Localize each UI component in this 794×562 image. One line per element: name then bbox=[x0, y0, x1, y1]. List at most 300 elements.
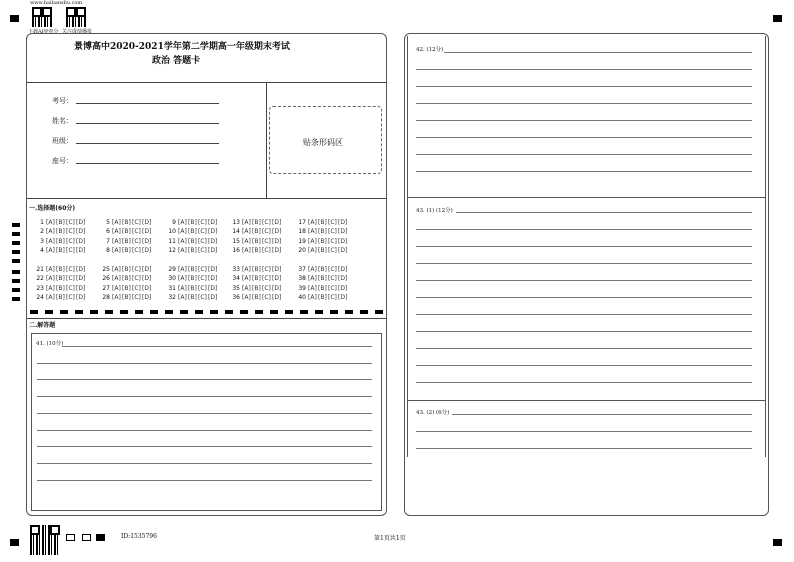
choice-bubble-18-0[interactable]: [A] bbox=[308, 228, 317, 236]
choice-question-36 bbox=[229, 294, 282, 302]
exam-subtitle: 政治 答题卡 bbox=[152, 56, 201, 66]
choice-bubble-17-0[interactable]: [A] bbox=[308, 219, 317, 226]
choice-bubble-27-3[interactable]: [D] bbox=[142, 284, 152, 292]
choice-bubble-19-3[interactable]: [D] bbox=[338, 237, 348, 245]
choice-bubble-20-3[interactable]: [D] bbox=[338, 246, 348, 254]
choice-bubble-17-1[interactable]: [B] bbox=[318, 219, 327, 226]
choice-bubble-4-3[interactable]: [D] bbox=[76, 246, 86, 254]
timing-mark-left-8 bbox=[12, 297, 20, 301]
footer-empty-box-1 bbox=[66, 534, 75, 541]
choice-question-27 bbox=[99, 285, 152, 293]
info-box-top bbox=[27, 82, 386, 83]
choice-question-4 bbox=[33, 247, 86, 255]
choice-bubble-31-3[interactable]: [D] bbox=[208, 284, 218, 292]
choice-bubble-2-2[interactable]: [C] bbox=[66, 228, 75, 236]
choice-bubble-8-1[interactable]: [B] bbox=[122, 246, 131, 254]
choice-bubble-24-0[interactable]: [A] bbox=[46, 293, 55, 301]
choice-bubble-12-0[interactable]: [A] bbox=[178, 246, 187, 254]
choice-bubble-10-3[interactable]: [D] bbox=[208, 228, 218, 236]
choice-number: 33 bbox=[232, 266, 240, 273]
choice-bubble-38-2[interactable]: [C] bbox=[328, 275, 337, 283]
choice-bubble-19-1[interactable]: [B] bbox=[318, 237, 327, 245]
choice-bubble-8-0[interactable]: [A] bbox=[112, 246, 121, 254]
q42-line-2[interactable] bbox=[416, 86, 752, 87]
q43-1-line-3[interactable] bbox=[416, 263, 752, 264]
q43-1-label: 43. (1) (12分) bbox=[416, 208, 453, 214]
registration-mark-top-right bbox=[773, 15, 782, 22]
choice-bubble-26-1[interactable]: [B] bbox=[122, 275, 131, 283]
choice-bubble-32-1[interactable]: [B] bbox=[188, 293, 197, 301]
choice-bubble-35-0[interactable]: [A] bbox=[242, 284, 251, 292]
choice-bubble-31-1[interactable]: [B] bbox=[188, 284, 197, 292]
choice-bubble-21-3[interactable]: [D] bbox=[76, 266, 86, 273]
choice-bubble-10-1[interactable]: [B] bbox=[188, 228, 197, 236]
timing-mark-left-3 bbox=[12, 250, 20, 254]
choice-bubble-23-2[interactable]: [C] bbox=[66, 284, 75, 292]
q43-1-line-10[interactable] bbox=[416, 382, 752, 383]
choice-bubble-36-3[interactable]: [D] bbox=[272, 293, 282, 301]
choice-bubble-9-1[interactable]: [B] bbox=[188, 219, 197, 226]
qr-app-caption: 下载APP查分 bbox=[28, 29, 59, 35]
choice-bubble-27-2[interactable]: [C] bbox=[132, 284, 141, 292]
choice-number: 36 bbox=[232, 293, 240, 301]
timing-mark-left-5 bbox=[12, 270, 20, 274]
choice-number: 15 bbox=[232, 237, 240, 245]
choice-bubble-40-3[interactable]: [D] bbox=[338, 293, 348, 301]
choice-number: 40 bbox=[298, 293, 306, 301]
choice-bubble-22-0[interactable]: [A] bbox=[46, 275, 55, 283]
q41-line-4[interactable] bbox=[37, 413, 372, 414]
choice-question-38 bbox=[295, 275, 348, 283]
choice-bubble-17-3[interactable]: [D] bbox=[338, 219, 348, 226]
choice-bubble-4-0[interactable]: [A] bbox=[46, 246, 55, 254]
choice-question-3 bbox=[33, 238, 86, 246]
choice-bubble-28-2[interactable]: [C] bbox=[132, 293, 141, 301]
choice-question-9 bbox=[165, 219, 218, 227]
q43-1-line-2[interactable] bbox=[416, 246, 752, 247]
choice-question-39 bbox=[295, 285, 348, 293]
choice-bubble-5-1[interactable]: [B] bbox=[122, 219, 131, 226]
q42-box bbox=[407, 36, 766, 198]
choice-bubble-29-1[interactable]: [B] bbox=[188, 266, 197, 273]
timing-mark-bottom-2 bbox=[60, 310, 68, 314]
registration-mark-top-left bbox=[10, 15, 19, 22]
choice-number: 30 bbox=[168, 275, 176, 283]
barcode-area-label: 贴条形码区 bbox=[303, 138, 343, 147]
choice-bubble-5-3[interactable]: [D] bbox=[142, 219, 152, 226]
choice-bubble-12-3[interactable]: [D] bbox=[208, 246, 218, 254]
choice-number: 17 bbox=[298, 219, 306, 226]
choice-bubble-12-1[interactable]: [B] bbox=[188, 246, 197, 254]
choice-question-19 bbox=[295, 238, 348, 246]
choice-bubble-22-2[interactable]: [C] bbox=[66, 275, 75, 283]
footer-empty-box-2 bbox=[82, 534, 91, 541]
choice-bubble-35-3[interactable]: [D] bbox=[272, 284, 282, 292]
choice-question-20 bbox=[295, 247, 348, 255]
choice-bubble-30-3[interactable]: [D] bbox=[208, 275, 218, 283]
q42-line-7[interactable] bbox=[416, 171, 752, 172]
choice-bubble-23-1[interactable]: [B] bbox=[56, 284, 65, 292]
choice-bubble-21-2[interactable]: [C] bbox=[66, 266, 75, 273]
choice-bubble-1-0[interactable]: [A] bbox=[46, 219, 55, 226]
choice-question-24 bbox=[33, 294, 86, 302]
choice-bubble-28-0[interactable]: [A] bbox=[112, 293, 121, 301]
choice-bubble-7-1[interactable]: [B] bbox=[122, 237, 131, 245]
choice-question-12 bbox=[165, 247, 218, 255]
choice-bubble-36-1[interactable]: [B] bbox=[252, 293, 261, 301]
choice-bubble-34-2[interactable]: [C] bbox=[262, 275, 271, 283]
choice-bubble-14-1[interactable]: [B] bbox=[252, 228, 261, 236]
choice-bubble-38-1[interactable]: [B] bbox=[318, 275, 327, 283]
choice-bubble-15-2[interactable]: [C] bbox=[262, 237, 271, 245]
qr-follow-caption: 关注成绩播报 bbox=[62, 29, 93, 35]
choice-question-26 bbox=[99, 275, 152, 283]
choice-bubble-8-3[interactable]: [D] bbox=[142, 246, 152, 254]
timing-mark-bottom-15 bbox=[255, 310, 263, 314]
field-label-name: 姓名： bbox=[52, 117, 73, 125]
choice-bubble-14-0[interactable]: [A] bbox=[242, 228, 251, 236]
choice-bubble-17-2[interactable]: [C] bbox=[328, 219, 337, 226]
choice-bubble-29-0[interactable]: [A] bbox=[178, 266, 187, 273]
choice-bubble-16-2[interactable]: [C] bbox=[262, 246, 271, 254]
choice-bubble-6-0[interactable]: [A] bbox=[112, 228, 121, 236]
choice-bubble-7-2[interactable]: [C] bbox=[132, 237, 141, 245]
choice-number: 29 bbox=[168, 266, 176, 273]
footer-filled-box bbox=[96, 534, 105, 541]
choice-bubble-37-2[interactable]: [C] bbox=[328, 266, 337, 273]
choice-bubble-2-3[interactable]: [D] bbox=[76, 228, 86, 236]
choice-bubble-32-3[interactable]: [D] bbox=[208, 293, 218, 301]
choice-number: 22 bbox=[36, 275, 44, 283]
choice-bubble-3-1[interactable]: [B] bbox=[56, 237, 65, 245]
choice-question-13 bbox=[229, 219, 282, 227]
choice-bubble-38-0[interactable]: [A] bbox=[308, 275, 317, 283]
q43-1-line-9[interactable] bbox=[416, 365, 752, 366]
choice-bubble-18-2[interactable]: [C] bbox=[328, 228, 337, 236]
choice-bubble-37-0[interactable]: [A] bbox=[308, 266, 317, 273]
choice-bubble-6-2[interactable]: [C] bbox=[132, 228, 141, 236]
choice-question-34 bbox=[229, 275, 282, 283]
q42-line-3[interactable] bbox=[416, 103, 752, 104]
choice-bubble-6-3[interactable]: [D] bbox=[142, 228, 152, 236]
choice-bubble-13-0[interactable]: [A] bbox=[242, 219, 251, 226]
field-line-seat[interactable] bbox=[76, 163, 219, 164]
timing-mark-bottom-16 bbox=[270, 310, 278, 314]
choice-bubble-31-0[interactable]: [A] bbox=[178, 284, 187, 292]
q41-line-1[interactable] bbox=[37, 363, 372, 364]
choice-number: 3 bbox=[40, 237, 44, 245]
choice-bubble-26-2[interactable]: [C] bbox=[132, 275, 141, 283]
choice-bubble-4-2[interactable]: [C] bbox=[66, 246, 75, 254]
section-choice-title: 一.选择题(60分) bbox=[29, 205, 76, 212]
q42-line-5[interactable] bbox=[416, 137, 752, 138]
choice-bubble-25-0[interactable]: [A] bbox=[112, 266, 121, 273]
choice-bubble-39-1[interactable]: [B] bbox=[318, 284, 327, 292]
q41-line-8[interactable] bbox=[37, 480, 372, 481]
choice-number: 10 bbox=[168, 228, 176, 236]
choice-bubble-13-3[interactable]: [D] bbox=[272, 219, 282, 226]
info-box-divider bbox=[266, 82, 267, 198]
choice-bubble-2-1[interactable]: [B] bbox=[56, 228, 65, 236]
choice-bubble-19-2[interactable]: [C] bbox=[328, 237, 337, 245]
choice-bubble-30-0[interactable]: [A] bbox=[178, 275, 187, 283]
timing-mark-bottom-17 bbox=[285, 310, 293, 314]
choice-bubble-1-2[interactable]: [C] bbox=[66, 219, 75, 226]
timing-mark-bottom-21 bbox=[345, 310, 353, 314]
choice-question-14 bbox=[229, 228, 282, 236]
choice-number: 35 bbox=[232, 284, 240, 292]
choice-number: 20 bbox=[298, 246, 306, 254]
choice-question-37 bbox=[295, 266, 348, 274]
choice-bubble-34-3[interactable]: [D] bbox=[272, 275, 282, 283]
choice-question-1 bbox=[33, 219, 86, 227]
choice-number: 26 bbox=[102, 275, 110, 283]
timing-mark-bottom-13 bbox=[225, 310, 233, 314]
qr-code-app bbox=[32, 7, 52, 27]
choice-bubble-24-3[interactable]: [D] bbox=[76, 293, 86, 301]
choice-bubble-24-2[interactable]: [C] bbox=[66, 293, 75, 301]
section-answer-title: 二.解答题 bbox=[29, 322, 56, 329]
choice-bubble-39-3[interactable]: [D] bbox=[338, 284, 348, 292]
choice-bubble-27-1[interactable]: [B] bbox=[122, 284, 131, 292]
q43-1-line-5[interactable] bbox=[416, 297, 752, 298]
choice-bubble-29-3[interactable]: [D] bbox=[208, 266, 218, 273]
choice-bubble-34-1[interactable]: [B] bbox=[252, 275, 261, 283]
choice-bubble-28-1[interactable]: [B] bbox=[122, 293, 131, 301]
choice-number: 16 bbox=[232, 246, 240, 254]
q41-box bbox=[31, 333, 382, 511]
choice-number: 38 bbox=[298, 275, 306, 283]
footer-id: ID:1535796 bbox=[121, 533, 157, 540]
field-line-name[interactable] bbox=[76, 123, 219, 124]
choice-bubble-11-3[interactable]: [D] bbox=[208, 237, 218, 245]
choice-bubble-21-1[interactable]: [B] bbox=[56, 266, 65, 273]
choice-bubble-35-2[interactable]: [C] bbox=[262, 284, 271, 292]
q43-1-line-4[interactable] bbox=[416, 280, 752, 281]
choice-bubble-39-0[interactable]: [A] bbox=[308, 284, 317, 292]
choice-bubble-30-2[interactable]: [C] bbox=[198, 275, 207, 283]
choice-bubble-23-3[interactable]: [D] bbox=[76, 284, 86, 292]
choice-bubble-8-2[interactable]: [C] bbox=[132, 246, 141, 254]
choice-bubble-11-2[interactable]: [C] bbox=[198, 237, 207, 245]
choice-question-33 bbox=[229, 266, 282, 274]
choice-bubble-26-3[interactable]: [D] bbox=[142, 275, 152, 283]
choice-bubble-39-2[interactable]: [C] bbox=[328, 284, 337, 292]
choice-question-32 bbox=[165, 294, 218, 302]
choice-bubble-36-2[interactable]: [C] bbox=[262, 293, 271, 301]
choice-bubble-15-3[interactable]: [D] bbox=[272, 237, 282, 245]
choice-bubble-3-3[interactable]: [D] bbox=[76, 237, 86, 245]
choice-bubble-1-3[interactable]: [D] bbox=[76, 219, 86, 226]
choice-bubble-35-1[interactable]: [B] bbox=[252, 284, 261, 292]
choice-bubble-25-2[interactable]: [C] bbox=[132, 266, 141, 273]
choice-number: 4 bbox=[40, 246, 44, 254]
timing-mark-bottom-14 bbox=[240, 310, 248, 314]
timing-mark-bottom-10 bbox=[180, 310, 188, 314]
choice-bubble-3-0[interactable]: [A] bbox=[46, 237, 55, 245]
choice-bubble-11-1[interactable]: [B] bbox=[188, 237, 197, 245]
choice-bubble-9-0[interactable]: [A] bbox=[178, 219, 187, 226]
choice-bubble-1-1[interactable]: [B] bbox=[56, 219, 65, 226]
choice-question-29 bbox=[165, 266, 218, 274]
choice-question-23 bbox=[33, 285, 86, 293]
choice-bubble-15-1[interactable]: [B] bbox=[252, 237, 261, 245]
choice-bubble-34-0[interactable]: [A] bbox=[242, 275, 251, 283]
q43-2-line-1[interactable] bbox=[416, 431, 752, 432]
choice-bubble-15-0[interactable]: [A] bbox=[242, 237, 251, 245]
choice-question-8 bbox=[99, 247, 152, 255]
choice-bubble-33-1[interactable]: [B] bbox=[252, 266, 261, 273]
field-label-exam-number: 考号： bbox=[52, 97, 73, 105]
choice-bubble-6-1[interactable]: [B] bbox=[122, 228, 131, 236]
choice-bubble-10-0[interactable]: [A] bbox=[178, 228, 187, 236]
choice-bubble-2-0[interactable]: [A] bbox=[46, 228, 55, 236]
q42-line-1[interactable] bbox=[416, 69, 752, 70]
choice-number: 6 bbox=[106, 228, 110, 236]
choice-bubble-13-1[interactable]: [B] bbox=[252, 219, 261, 226]
choice-bubble-9-2[interactable]: [C] bbox=[198, 219, 207, 226]
q41-line-5[interactable] bbox=[37, 430, 372, 431]
q43-1-line-7[interactable] bbox=[416, 331, 752, 332]
choice-bubble-40-0[interactable]: [A] bbox=[308, 293, 317, 301]
choice-number: 14 bbox=[232, 228, 240, 236]
info-box-bottom bbox=[27, 198, 386, 199]
choice-bubble-31-2[interactable]: [C] bbox=[198, 284, 207, 292]
choice-question-10 bbox=[165, 228, 218, 236]
choice-bubble-3-2[interactable]: [C] bbox=[66, 237, 75, 245]
q41-line-6[interactable] bbox=[37, 446, 372, 447]
choice-number: 8 bbox=[106, 246, 110, 254]
choice-bubble-16-1[interactable]: [B] bbox=[252, 246, 261, 254]
q43-1-line-6[interactable] bbox=[416, 314, 752, 315]
choice-bubble-4-1[interactable]: [B] bbox=[56, 246, 65, 254]
timing-mark-bottom-20 bbox=[330, 310, 338, 314]
choice-number: 19 bbox=[298, 237, 306, 245]
choice-bubble-5-0[interactable]: [A] bbox=[112, 219, 121, 226]
choice-bubble-29-2[interactable]: [C] bbox=[198, 266, 207, 273]
choice-bubble-20-1[interactable]: [B] bbox=[318, 246, 327, 254]
q43-1-line-0[interactable] bbox=[456, 212, 752, 213]
choice-bubble-33-3[interactable]: [D] bbox=[272, 266, 282, 273]
choice-bubble-21-0[interactable]: [A] bbox=[46, 266, 55, 273]
choice-bubble-28-3[interactable]: [D] bbox=[142, 293, 152, 301]
choice-bubble-33-0[interactable]: [A] bbox=[242, 266, 251, 273]
choice-bubble-13-2[interactable]: [C] bbox=[262, 219, 271, 226]
choice-bubble-25-1[interactable]: [B] bbox=[122, 266, 131, 273]
choice-number: 2 bbox=[40, 228, 44, 236]
footer-page: 第1页共1页 bbox=[374, 535, 406, 542]
choice-bubble-19-0[interactable]: [A] bbox=[308, 237, 317, 245]
choice-number: 12 bbox=[168, 246, 176, 254]
field-line-exam-number[interactable] bbox=[76, 103, 219, 104]
q41-line-7[interactable] bbox=[37, 463, 372, 464]
timing-mark-bottom-8 bbox=[150, 310, 158, 314]
choice-bubble-40-2[interactable]: [C] bbox=[328, 293, 337, 301]
timing-mark-bottom-3 bbox=[75, 310, 83, 314]
q43-2-line-2[interactable] bbox=[416, 448, 752, 449]
timing-mark-bottom-23 bbox=[375, 310, 383, 314]
q43-1-line-8[interactable] bbox=[416, 348, 752, 349]
choice-bubble-37-3[interactable]: [D] bbox=[338, 266, 348, 273]
q41-line-3[interactable] bbox=[37, 396, 372, 397]
q42-line-4[interactable] bbox=[416, 120, 752, 121]
field-line-class[interactable] bbox=[76, 143, 219, 144]
choice-bubble-40-1[interactable]: [B] bbox=[318, 293, 327, 301]
q43-1-line-1[interactable] bbox=[416, 229, 752, 230]
qr-code-follow bbox=[66, 7, 86, 27]
choice-bubble-36-0[interactable]: [A] bbox=[242, 293, 251, 301]
site-url: www.baibanshu.com bbox=[30, 0, 83, 6]
choice-bubble-33-2[interactable]: [C] bbox=[262, 266, 271, 273]
q43-2-line-0[interactable] bbox=[452, 414, 752, 415]
choice-question-6 bbox=[99, 228, 152, 236]
timing-mark-left-6 bbox=[12, 279, 20, 283]
choice-bubble-14-2[interactable]: [C] bbox=[262, 228, 271, 236]
choice-number: 11 bbox=[168, 237, 176, 245]
choice-bubble-25-3[interactable]: [D] bbox=[142, 266, 152, 273]
choice-bubble-12-2[interactable]: [C] bbox=[198, 246, 207, 254]
choice-number: 21 bbox=[36, 266, 44, 273]
choice-bubble-27-0[interactable]: [A] bbox=[112, 284, 121, 292]
choice-question-21 bbox=[33, 266, 86, 274]
choice-question-2 bbox=[33, 228, 86, 236]
choice-bubble-20-0[interactable]: [A] bbox=[308, 246, 317, 254]
choice-bubble-18-3[interactable]: [D] bbox=[338, 228, 348, 236]
choice-bubble-16-3[interactable]: [D] bbox=[272, 246, 282, 254]
choice-bubble-30-1[interactable]: [B] bbox=[188, 275, 197, 283]
choice-bubble-7-0[interactable]: [A] bbox=[112, 237, 121, 245]
timing-mark-bottom-1 bbox=[45, 310, 53, 314]
choice-number: 27 bbox=[102, 284, 110, 292]
q42-line-6[interactable] bbox=[416, 154, 752, 155]
choice-question-31 bbox=[165, 285, 218, 293]
field-label-seat: 座号： bbox=[52, 157, 73, 165]
choice-bubble-22-1[interactable]: [B] bbox=[56, 275, 65, 283]
choice-bubble-38-3[interactable]: [D] bbox=[338, 275, 348, 283]
choice-bubble-14-3[interactable]: [D] bbox=[272, 228, 282, 236]
choice-bubble-37-1[interactable]: [B] bbox=[318, 266, 327, 273]
choice-number: 28 bbox=[102, 293, 110, 301]
choice-bubble-22-3[interactable]: [D] bbox=[76, 275, 86, 283]
timing-mark-bottom-22 bbox=[360, 310, 368, 314]
choice-bubble-20-2[interactable]: [C] bbox=[328, 246, 337, 254]
choice-bubble-18-1[interactable]: [B] bbox=[318, 228, 327, 236]
exam-title: 景博高中2020-2021学年第二学期高一年级期末考试 bbox=[74, 42, 290, 52]
q42-line-0[interactable] bbox=[444, 52, 752, 53]
timing-mark-left-4 bbox=[12, 259, 20, 263]
choice-number: 5 bbox=[106, 219, 110, 226]
choice-number: 18 bbox=[298, 228, 306, 236]
q41-line-2[interactable] bbox=[37, 379, 372, 380]
choice-bubble-5-2[interactable]: [C] bbox=[132, 219, 141, 226]
timing-mark-bottom-11 bbox=[195, 310, 203, 314]
choice-bubble-26-0[interactable]: [A] bbox=[112, 275, 121, 283]
choice-bubble-32-2[interactable]: [C] bbox=[198, 293, 207, 301]
field-label-class: 班级： bbox=[52, 137, 73, 145]
choice-question-40 bbox=[295, 294, 348, 302]
choice-bubble-32-0[interactable]: [A] bbox=[178, 293, 187, 301]
choice-question-5 bbox=[99, 219, 152, 227]
choice-bubble-10-2[interactable]: [C] bbox=[198, 228, 207, 236]
choice-bubble-16-0[interactable]: [A] bbox=[242, 246, 251, 254]
choice-question-22 bbox=[33, 275, 86, 283]
choice-bubble-11-0[interactable]: [A] bbox=[178, 237, 187, 245]
choice-bubble-7-3[interactable]: [D] bbox=[142, 237, 152, 245]
choice-bubble-24-1[interactable]: [B] bbox=[56, 293, 65, 301]
choice-bubble-9-3[interactable]: [D] bbox=[208, 219, 218, 226]
choice-bubble-23-0[interactable]: [A] bbox=[46, 284, 55, 292]
q41-line-0[interactable] bbox=[62, 346, 372, 347]
